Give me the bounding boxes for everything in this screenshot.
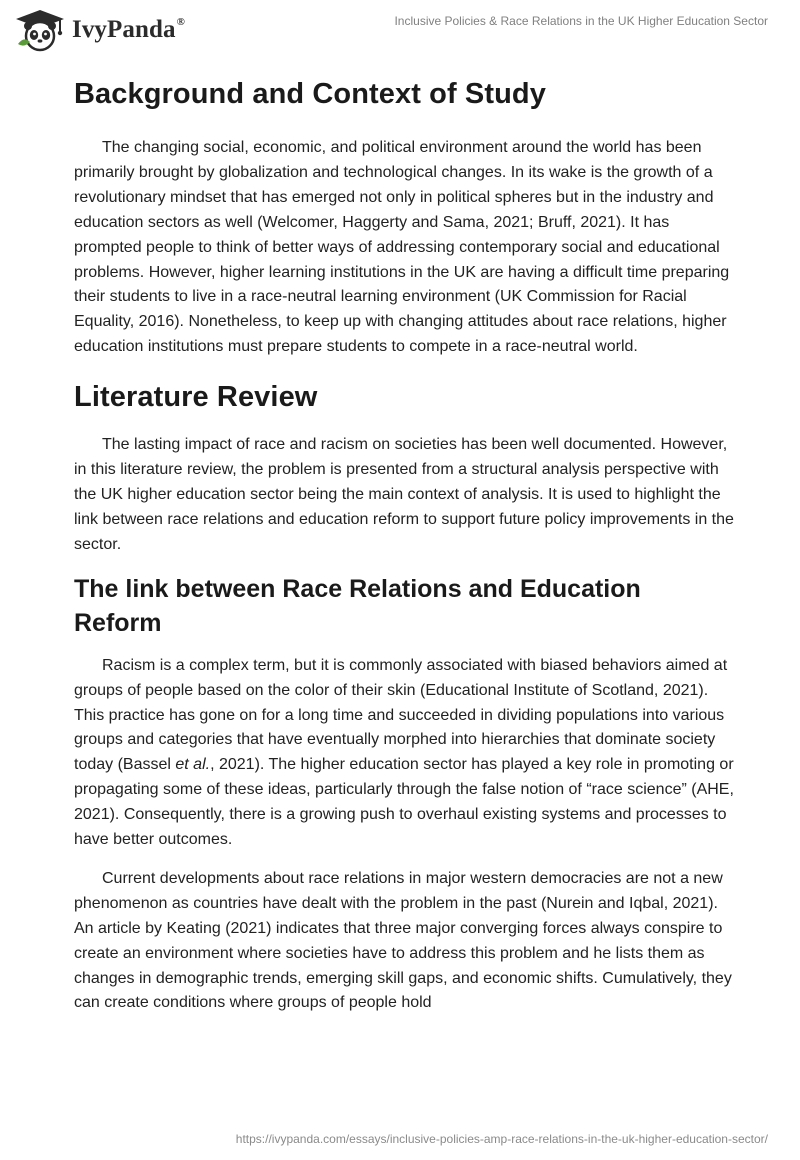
italic-citation: et al. bbox=[175, 756, 211, 774]
section-heading-background: Background and Context of Study bbox=[74, 78, 546, 110]
paragraph: The lasting impact of race and racism on societies has been well documented. However, in this literature review, the problem is presented from a structural analysis perspective with the UK higher education sector being the main context of analysis. It is used to highlight the link between race relations and education reform to support future policy improvements in the sector. bbox=[74, 436, 734, 553]
logo[interactable] bbox=[14, 8, 185, 52]
paragraph: Current developments about race relations in major western democracies are not a new phenomenon as countries have dealt with the problem in the past (Nurein and Iqbal, 2021). An article by Keating (2021) indicates that three major converging forces always conspire to create an environment where societies have to address this problem and he lists them as changes in demographic trends, emerging skill gaps, and economic shifts. Cumulatively, they can create conditions where groups of people hold bbox=[74, 869, 732, 1012]
paragraph: The changing social, economic, and political environment around the world has been primarily brought by globalization and technological changes. In its wake is the growth of a revolutionary mindset that has emerged not only in political spheres but in the industry and education sectors as well (Welcomer, Haggerty and Sama, 2021; Bruff, 2021). It has prompted people to think of better ways of addressing contemporary social and educational problems. However, higher learning institutions in the UK are having a difficult time preparing their students to live in a race-neutral learning environment (UK Commission for Racial Equality, 2016). Nonetheless, to keep up with changing attitudes about race relations, higher education institutions must prepare students to compete in a race-neutral world. bbox=[74, 139, 730, 356]
panda-logo-icon bbox=[14, 8, 66, 52]
paragraph: Racism is a complex term, but it is commonly associated with biased behaviors aimed at groups of people based on the color of their skin (Educational Institute of Scotland, 2021). This practice has gone on for a long time and succeeded in dividing populations into various groups and categories that have eventually morphed into hierarchies that dominate society today (Bassel et al., 2021). The higher education sector has played a key role in promoting or propagating some of these ideas, particularly through the false notion of “race science” (AHE, 2021). Consequently, there is a growing push to overhaul existing systems and processes to have better outcomes. bbox=[74, 656, 734, 849]
footer-url-link[interactable]: https://ivypanda.com/essays/inclusive-policies-amp-race-relations-in-the-uk-higher-education-sector/ bbox=[235, 1132, 768, 1146]
document-title: Inclusive Policies & Race Relations in the UK Higher Education Sector bbox=[394, 14, 768, 28]
brand-name: IvyPanda® bbox=[72, 16, 185, 43]
page-header bbox=[0, 0, 800, 64]
section-heading-literature-review: Literature Review bbox=[74, 381, 318, 414]
article-body bbox=[74, 68, 734, 1016]
subsection-heading-race-relations: The link between Race Relations and Education Reform bbox=[74, 574, 641, 637]
